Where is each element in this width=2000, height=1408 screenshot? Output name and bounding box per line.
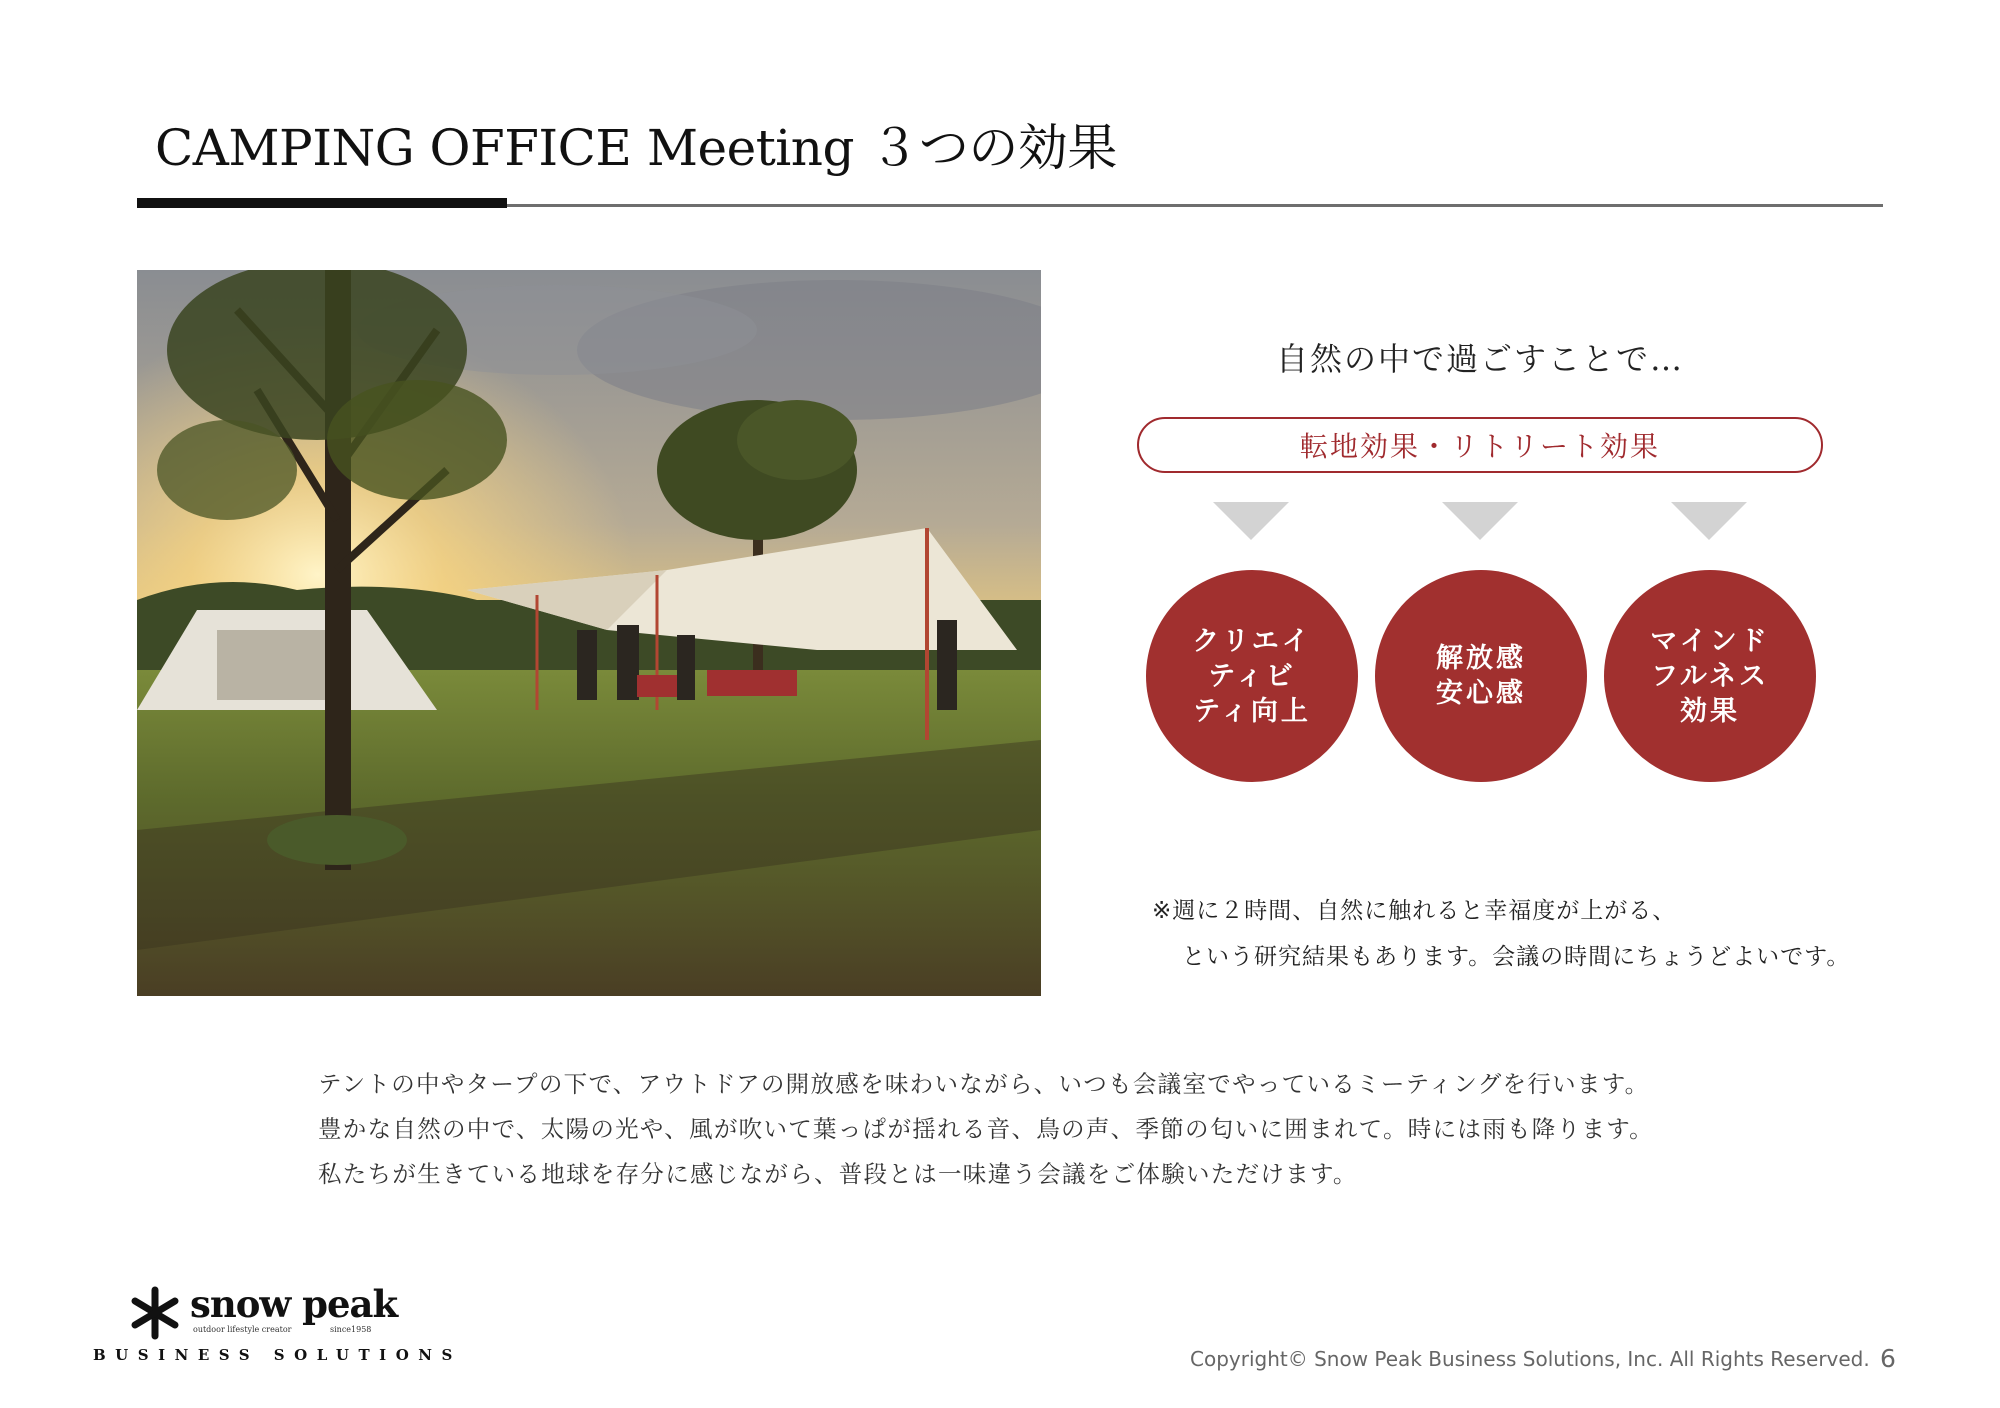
title-divider-accent xyxy=(137,198,507,208)
copyright-text: Copyright© Snow Peak Business Solutions, Inc. All Rights Reserved. xyxy=(1190,1347,1870,1371)
snow-peak-logo xyxy=(90,1280,462,1380)
research-note-line: ※週に２時間、自然に触れると幸福度が上がる、 xyxy=(1152,898,1677,924)
research-note-line: という研究結果もあります。会議の時間にちょうどよいです。 xyxy=(1182,944,1851,970)
description-line: テントの中やタープの下で、アウトドアの開放感を味わいながら、いつも会議室でやっているミーティングを行います。 xyxy=(318,1070,1650,1098)
description-text xyxy=(318,1062,1918,1197)
logo-wordmark: snow peak xyxy=(190,1282,398,1326)
effect-circle-creativity xyxy=(1146,570,1358,782)
logo-subtitle: BUSINESS SOLUTIONS xyxy=(93,1346,462,1364)
logo-since: since1958 xyxy=(330,1325,372,1334)
down-arrow-icon xyxy=(1442,502,1518,540)
research-note xyxy=(1152,888,1912,980)
effect-circle-openness xyxy=(1375,570,1587,782)
effect-circle-label: マインド フルネス 効果 xyxy=(1650,625,1770,727)
campsite-photo-icon xyxy=(137,270,1041,996)
page-number: 6 xyxy=(1880,1344,1896,1373)
effect-circle-label: 解放感 安心感 xyxy=(1436,643,1526,709)
down-arrow-icon xyxy=(1671,502,1747,540)
logo-tagline: outdoor lifestyle creator xyxy=(193,1325,292,1334)
effect-circle-label: クリエイ ティビ ティ向上 xyxy=(1192,625,1312,727)
page-title: CAMPING OFFICE Meeting ３つの効果 xyxy=(155,119,1117,177)
snowflake-icon xyxy=(128,1286,182,1340)
effect-circle-mindfulness xyxy=(1604,570,1816,782)
description-line: 豊かな自然の中で、太陽の光や、風が吹いて葉っぱが揺れる音、鳥の声、季節の匂いに囲まれて。時には雨も降ります。 xyxy=(318,1115,1654,1143)
effects-lead: 自然の中で過ごすことで… xyxy=(1275,340,1684,378)
down-arrow-icon xyxy=(1213,502,1289,540)
retreat-effect-pill: 転地効果・リトリート効果 xyxy=(1137,417,1823,473)
description-line: 私たちが生きている地球を存分に感じながら、普段とは一味違う会議をご体験いただけます。 xyxy=(318,1160,1358,1188)
campsite-photo xyxy=(137,270,1041,996)
